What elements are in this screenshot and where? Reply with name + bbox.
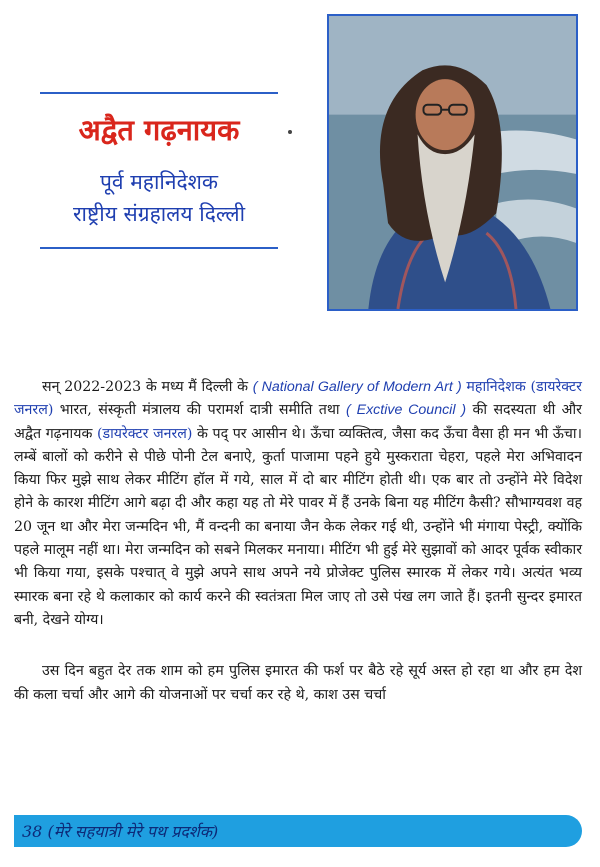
header-top-rule bbox=[40, 92, 278, 94]
paragraph-2: उस दिन बहुत देर तक शाम को हम पुलिस इमारत की फर्श पर बैठे रहे सूर्य अस्त हो रहा था और हम देश की कला चर्चा और आगे की योजनाओं पर चर्चा कर रहे थे, काश उस चर्चा bbox=[14, 663, 582, 703]
person-name: अद्वैत गढ़नायक bbox=[78, 113, 240, 147]
body-text bbox=[14, 376, 582, 707]
person-organisation: राष्ट्रीय संग्रहालय दिल्ली bbox=[72, 202, 246, 226]
header-bottom-rule bbox=[40, 247, 278, 249]
paragraph-1 bbox=[14, 376, 582, 632]
p1-english-gallery: ( National Gallery of Modern Art ) bbox=[252, 379, 462, 395]
p1-director-general-title: महानिदेशक (डायरेक्टर जनरल) bbox=[14, 379, 582, 419]
p1-segment-1: सन् 2022-2023 के मध्य मैं दिल्ली के bbox=[42, 379, 253, 395]
page-footer-text: 38 (मेरे सहयात्री मेरे पथ प्रदर्शक) bbox=[22, 822, 219, 841]
footer-bar bbox=[14, 815, 582, 847]
p1-director-general-title-2: (डायरेक्टर जनरल) bbox=[96, 425, 193, 442]
person-designation: पूर्व महानिदेशक bbox=[99, 170, 219, 194]
p1-segment-3: भारत, संस्कृती मंत्रालय की परामर्श दात्री समीति तथा bbox=[53, 402, 347, 419]
p1-segment-4: की सदस्यता थी और अद्वैत गढ़नायक bbox=[14, 402, 582, 442]
portrait-photo bbox=[327, 14, 578, 311]
decorative-dot bbox=[288, 130, 292, 134]
p1-segment-5: के पद् पर आसीन थे। ऊँचा व्यक्तित्व, जैसा कद ऊँचा वैसा ही मन भी ऊँचा। लम्बें बालों को करीने से पीछे पोनी टेल बनाऐ, कुर्ता पाजामा पहने हुये मुस्कराता चेहरा, पहले मेरा अभिवादन किया फिर मुझे साथ लेकर मीटिंग हॉल में गये, साल में दो बार मीटिंग होती थी। एक बार तो उन्होंने मेरे विदेश होने के कारश मीटिंग आगे बढ़ा दी और कहा यह तो मेरे पावर में हैं उनके बिना यह मीटिंग कैसी? सौभाग्यवश वह 20 जून था और मेरा जन्मदिन भी, मैं वन्दनी का बनाया जैन केक लेकर गई थी, उन्होंने भी मंगाया पेस्ट्री, क्योंकि पहले मालूम नहीं था। मेरा जन्मदिन को सबने मिलकर मनाया। मीटिंग भी हुई मेरे सुझावों को आदर पूर्वक स्वीकार भी किया गया, इसके पश्चात् वे मुझे अपने साथ अपने नये प्रोजेक्ट पुलिस स्मारक में लेकर गये। अत्यंत भव्य स्मारक बना रहे थे कलाकार को कार्य करने की स्वतंत्रता मिल जाए तो उसे पंख लग जाते हैं। इतनी सुन्दर इमारत बनी, देखने योग्य। bbox=[14, 425, 582, 628]
p1-english-council: ( Exctive Council ) bbox=[346, 402, 467, 419]
portrait-illustration bbox=[329, 16, 576, 309]
header-block bbox=[40, 92, 278, 252]
